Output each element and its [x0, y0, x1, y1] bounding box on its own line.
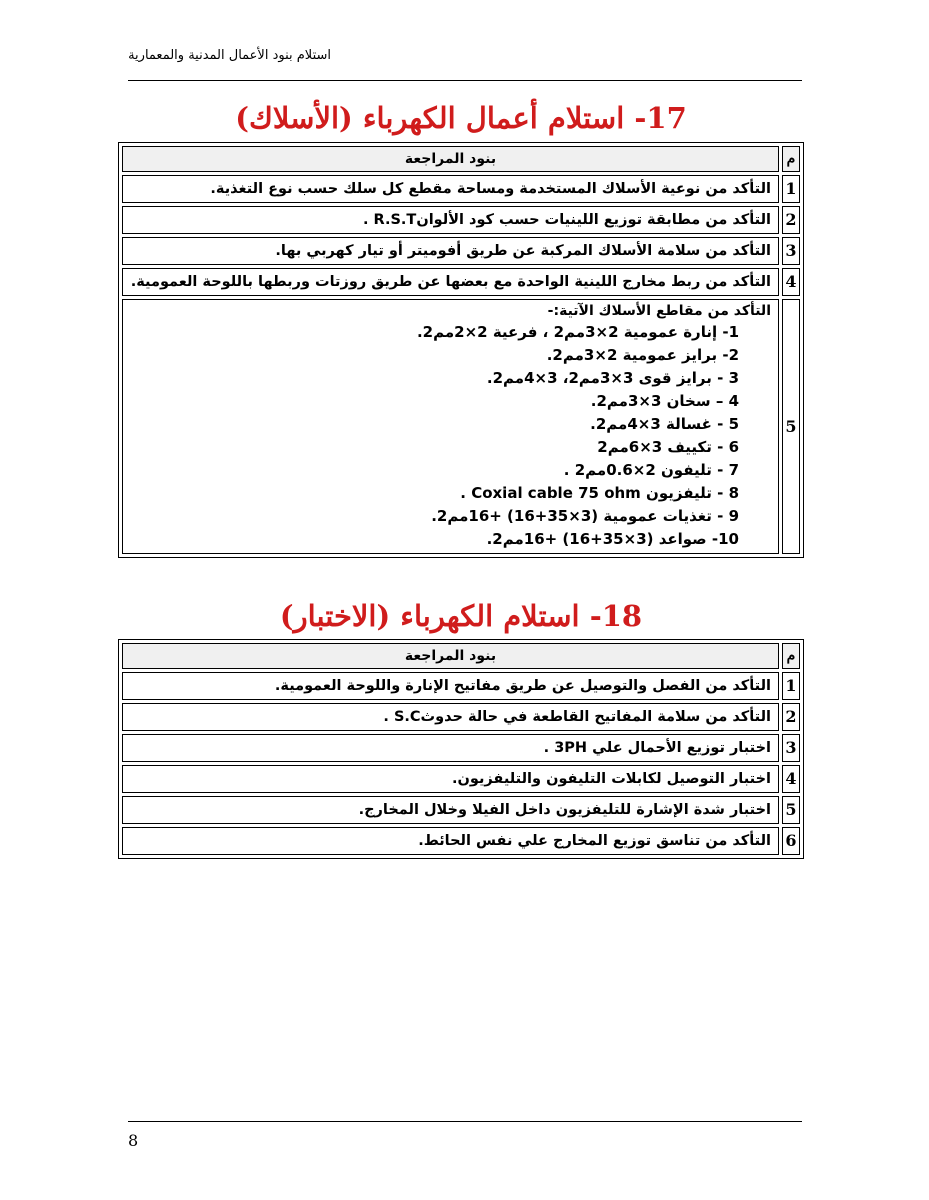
footer-divider [128, 1121, 802, 1122]
row-number: 4 [782, 765, 800, 793]
table-row [122, 175, 800, 203]
row-text: اختبار التوصيل لكابلات التليفون والتليفزيون. [122, 765, 779, 793]
table-row [122, 268, 800, 296]
row-number: 6 [782, 827, 800, 855]
row-text: التأكد من سلامة المفاتيح القاطعة في حالة حدوثS.C . [122, 703, 779, 731]
row-text: التأكد من تناسق توزيع المخارج علي نفس الحائط. [122, 827, 779, 855]
table-row [122, 827, 800, 855]
row-text-cable-sections [122, 299, 779, 554]
row-number: 5 [782, 299, 800, 554]
table-row [122, 796, 800, 824]
table-row [122, 672, 800, 700]
row-number: 1 [782, 672, 800, 700]
cable-section-item: 8 - تليفزيون Coxial cable 75 ohm . [460, 484, 739, 502]
row-number: 2 [782, 206, 800, 234]
column-header-number: م [782, 643, 800, 669]
cable-section-item: 6 - تكييف 3×6مم2 [597, 438, 739, 456]
table-header-row [122, 146, 800, 172]
row-text: التأكد من مطابقة توزيع اللينيات حسب كود الألوانR.S.T . [122, 206, 779, 234]
cable-section-item: 5 - غسالة 3×4مم2. [590, 415, 739, 433]
cable-section-item: 2- برايز عمومية 2×3مم2. [546, 346, 739, 364]
row-text: اختبار شدة الإشارة للتليفزيون داخل الفيلا وخلال المخارج. [122, 796, 779, 824]
row-number: 1 [782, 175, 800, 203]
cable-section-item: 9 - تغذيات عمومية (3×35+16) +16مم2. [431, 507, 739, 525]
table-row [122, 734, 800, 762]
table-row [122, 703, 800, 731]
table-row [122, 299, 800, 554]
section-18-title: 18- استلام الكهرباء (الاختبار) [279, 599, 643, 633]
column-header-items: بنود المراجعة [122, 146, 779, 172]
row-number: 4 [782, 268, 800, 296]
row-text: التأكد من نوعية الأسلاك المستخدمة ومساحة مقطع كل سلك حسب نوع التغذية. [122, 175, 779, 203]
section-17-table [118, 142, 804, 558]
running-header: استلام بنود الأعمال المدنية والمعمارية [128, 48, 331, 63]
section-17-title: 17- استلام أعمال الكهرباء (الأسلاك) [235, 101, 687, 135]
cable-sections-intro: التأكد من مقاطع الأسلاك الآتية:- [547, 303, 771, 319]
cable-section-item: 1- إنارة عمومية 2×3مم2 ، فرعية 2×2مم2. [416, 323, 739, 341]
row-text: اختبار توزيع الأحمال علي 3PH . [122, 734, 779, 762]
table-row [122, 237, 800, 265]
section-18-table [118, 639, 804, 859]
cable-section-item: 7 - تليفون 2×0.6مم2 . [563, 461, 739, 479]
row-number: 3 [782, 237, 800, 265]
column-header-number: م [782, 146, 800, 172]
table-row [122, 765, 800, 793]
page-number: 8 [128, 1131, 139, 1150]
column-header-items: بنود المراجعة [122, 643, 779, 669]
header-divider [128, 80, 802, 81]
row-number: 2 [782, 703, 800, 731]
row-number: 3 [782, 734, 800, 762]
row-text: التأكد من سلامة الأسلاك المركبة عن طريق أفوميتر أو تيار كهربي بها. [122, 237, 779, 265]
table-header-row [122, 643, 800, 669]
row-text: التأكد من ربط مخارج اللينية الواحدة مع بعضها عن طريق روزتات وربطها باللوحة العمومية. [122, 268, 779, 296]
row-number: 5 [782, 796, 800, 824]
cable-section-item: 3 - برايز قوى 3×3مم2، 3×4مم2. [486, 369, 739, 387]
row-text: التأكد من الفصل والتوصيل عن طريق مفاتيح الإنارة واللوحة العمومية. [122, 672, 779, 700]
cable-section-item: 4 – سخان 3×3مم2. [590, 392, 739, 410]
cable-section-item: 10- صواعد (3×35+16) +16مم2. [486, 530, 739, 548]
table-row [122, 206, 800, 234]
